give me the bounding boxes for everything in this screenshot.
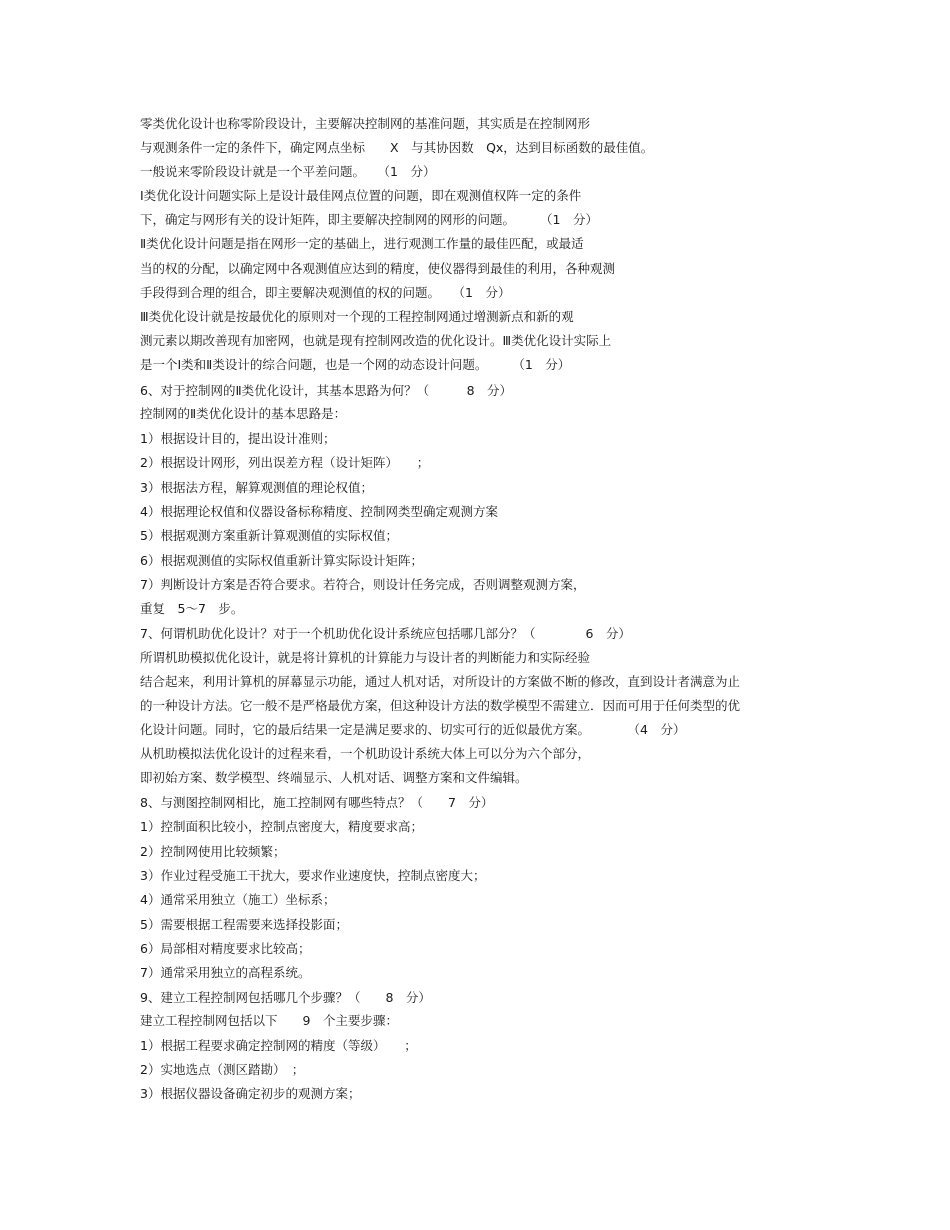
list-item: 2）控制网使用比较频繁； [140,844,286,859]
question-heading: 9、建立工程控制网包括哪几个步骤？（ 8 分） [140,990,431,1005]
list-item: 6）局部相对精度要求比较高； [140,941,311,956]
list-item: 3）根据仪器设备确定初步的观测方案； [140,1086,361,1101]
text-line: Ⅲ类优化设计就是按最优化的原则对一个现的工程控制网通过增测新点和新的观 [140,309,574,324]
text-line: 一般说来零阶段设计就是一个平差问题。 （1 分） [140,164,436,179]
list-item: 3）根据法方程，解算观测值的理论权值； [140,480,373,495]
text-line: 重复 5～7 步。 [140,601,244,616]
question-heading: 6、对于控制网的Ⅱ类优化设计，其基本思路为何？（ 8 分） [140,383,513,398]
list-item: 7）通常采用独立的高程系统。 [140,965,311,980]
list-item: 5）根据观测方案重新计算观测值的实际权值； [140,528,398,543]
text-line: 所谓机助模拟优化设计，就是将计算机的计算能力与设计者的判断能力和实际经验 [140,650,591,665]
text-line: 结合起来，利用计算机的屏幕显示功能，通过人机对话，对所设计的方案做不断的修改，直到设计者满意为止 [140,674,741,689]
text-line: Ⅰ类优化设计问题实际上是设计最佳网点位置的问题，即在观测值权阵一定的条件 [140,188,582,203]
text-line: 与观测条件一定的条件下，确定网点坐标 X 与其协因数 Qx，达到目标函数的最佳值。 [140,140,654,155]
text-line: 手段得到合理的组合，即主要解决观测值的权的问题。 （1 分） [140,285,511,300]
text-line: 是一个Ⅰ类和Ⅱ类设计的综合问题，也是一个网的动态设计问题。 （1 分） [140,357,571,372]
text-line: 化设计问题。同时，它的最后结果一定是满足要求的、切实可行的近似最优方案。 （4 分） [140,722,686,737]
list-item: 3）作业过程受施工干扰大，要求作业速度快，控制点密度大； [140,868,486,883]
question-heading: 8、与测图控制网相比，施工控制网有哪些特点？（ 7 分） [140,795,494,810]
text-line: 即初始方案、数学模型、终端显示、人机对话、调整方案和文件编辑。 [140,770,528,785]
list-item: 1）根据工程要求确定控制网的精度（等级） ； [140,1038,417,1053]
list-item: 7）判断设计方案是否符合要求。若符合，则设计任务完成，否则调整观测方案， [140,577,586,592]
text-line: 的一种设计方法。它一般不是严格最优方案，但这种设计方法的数学模型不需建立．因而可用于任何类型的优 [140,698,741,713]
text-line: 当的权的分配，以确定网中各观测值应达到的精度，使仪器得到最佳的利用，各种观测 [140,261,616,276]
text-line: 从机助模拟法优化设计的过程来看，一个机助设计系统大体上可以分为六个部分， [140,746,591,761]
text-line: Ⅱ类优化设计问题是指在网形一定的基础上，进行观测工作量的最佳匹配，或最适 [140,236,584,251]
text-line: 控制网的Ⅱ类优化设计的基本思路是： [140,406,347,421]
text-line: 建立工程控制网包括以下 9 个主要步骤： [140,1013,398,1028]
list-item: 2）根据设计网形，列出误差方程（设计矩阵） ； [140,455,430,470]
list-item: 6）根据观测值的实际权值重新计算实际设计矩阵； [140,553,423,568]
list-item: 4）通常采用独立（施工）坐标系； [140,892,336,907]
text-line: 零类优化设计也称零阶段设计，主要解决控制网的基准问题，其实质是在控制网形 [140,116,591,131]
list-item: 4）根据理论权值和仪器设备标称精度、控制网类型确定观测方案 [140,504,498,519]
list-item: 1）控制面积比较小，控制点密度大，精度要求高； [140,819,423,834]
text-line: 下，确定与网形有关的设计矩阵，即主要解决控制网的网形的问题。 （1 分） [140,212,598,227]
list-item: 5）需要根据工程需要来选择投影面； [140,917,348,932]
text-line: 测元素以期改善现有加密网，也就是现有控制网改造的优化设计。Ⅲ类优化设计实际上 [140,333,612,348]
list-item: 2）实地选点（测区踏勘） ； [140,1062,305,1077]
question-heading: 7、何谓机助优化设计？对于一个机助优化设计系统应包括哪几部分？（ 6 分） [140,626,631,641]
list-item: 1）根据设计目的，提出设计准则； [140,431,336,446]
